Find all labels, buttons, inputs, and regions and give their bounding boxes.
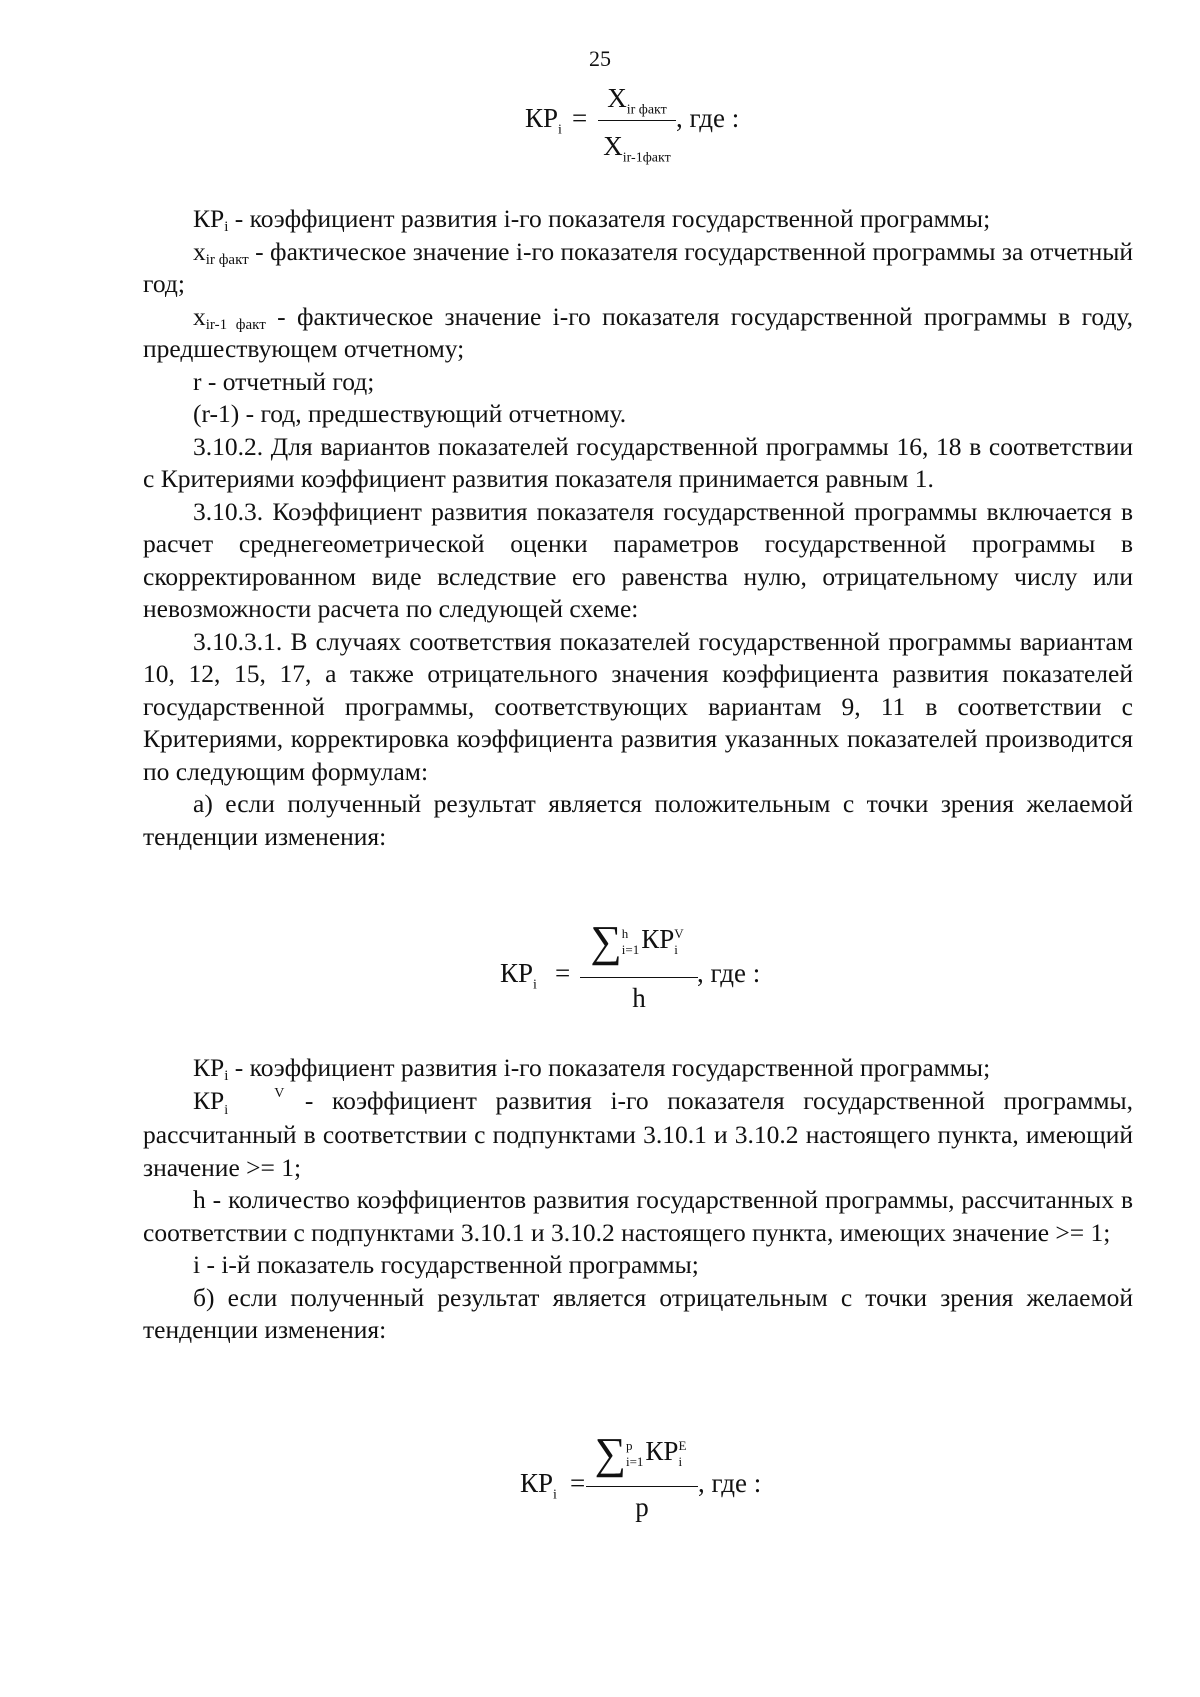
- def-x-ir-fact: xir факт - фактическое значение i-го показателя государственной программы за отчетный год;: [143, 236, 1133, 298]
- def-x-ir1-fact: xir-1 факт - фактическое значение i-го показателя государственной программы в году, предшествующем отчетному;: [143, 301, 1133, 363]
- def2-h: h - количество коэффициентов развития государственной программы, рассчитанных в соответствии с подпунктами 3.10.1 и 3.10.2 настоящего пункта, имеющих значение >= 1;: [143, 1185, 1133, 1247]
- def-kp-i: КРi - коэффициент развития i-го показателя государственной программы;: [193, 204, 991, 235]
- text-block-2: [143, 1052, 1133, 1347]
- formula3-tail: , где :: [698, 1468, 762, 1498]
- text-block-1: [143, 203, 1133, 853]
- paragraph-a: а) если полученный результат является положительным с точки зрения желаемой тенденции изменения:: [143, 789, 1133, 851]
- formula3-equals: =: [570, 1468, 586, 1498]
- formula-kp-negative: [0, 1420, 1200, 1530]
- def-r: r - отчетный год;: [193, 366, 375, 396]
- paragraph-3-10-3: 3.10.3. Коэффициент развития показателя государственной программы включается в расчет среднегеометрической оценки параметров государственной программы в скорректированном виде вследствие его равенства нулю, отрицательному числу или невозможности расчета по следующей схеме:: [143, 496, 1133, 623]
- formula1-equals: =: [572, 103, 588, 133]
- formula3-fraction-bar: [586, 1486, 698, 1487]
- formula1-denominator: $X_{ir-1факт}$: [603, 131, 671, 166]
- formula1-tail: , где :: [676, 103, 740, 133]
- formula3-numerator: ∑p i=1КРE i: [594, 1429, 687, 1478]
- def2-kp-v: КР V i - коэффициент развития i-го показателя государственной программы, рассчитанный в соответствии с подпунктами 3.10.1 и 3.10.2 настоящего пункта, имеющий значение >= 1;: [143, 1085, 1133, 1182]
- formula2-fraction-bar: [580, 977, 698, 978]
- page-number: 25: [589, 46, 611, 71]
- formula2-lhs: $КР_i$: [500, 958, 537, 993]
- formula3-lhs: $КР_i$: [520, 1468, 557, 1503]
- def-r-1: (r-1) - год, предшествующий отчетному.: [193, 399, 627, 428]
- formula2-tail: , где :: [697, 958, 761, 988]
- formula-kp-positive: [0, 900, 1200, 1030]
- formula3-denominator: p: [635, 1492, 649, 1522]
- formula2-numerator: ∑h i=1КРV i: [590, 917, 684, 966]
- formula1-lhs: $КР_i$: [525, 103, 562, 138]
- formula1-numerator: $X_{ir факт}$: [607, 83, 667, 118]
- paragraph-b: б) если полученный результат является отрицательным с точки зрения желаемой тенденции изменения:: [143, 1282, 1133, 1345]
- sum-icon: ∑: [590, 917, 622, 966]
- def2-i: i - i-й показатель государственной программы;: [193, 1250, 699, 1280]
- formula2-equals: =: [555, 958, 571, 988]
- paragraph-3-10-2: 3.10.2. Для вариантов показателей государственной программы 16, 18 в соответствии с Критериями коэффициент развития показателя принимается равным 1.: [143, 431, 1133, 493]
- formula-kp-ratio: [0, 0, 1200, 170]
- def2-kp-i: КРi - коэффициент развития i-го показателя государственной программы;: [193, 1053, 991, 1084]
- formula2-denominator: h: [632, 983, 646, 1013]
- formula1-fraction-bar: [598, 120, 676, 121]
- sum-icon: ∑: [594, 1429, 626, 1478]
- paragraph-3-10-3-1: 3.10.3.1. В случаях соответствия показателей государственной программы вариантам 10, 12, 15, 17, а также отрицательного значения коэффициента развития показателей государственной программы, соответствующих вариантам 9, 11 в соответствии с Критериями, корректировка коэффициента развития указанных показателей производится по следующим формулам:: [143, 626, 1133, 786]
